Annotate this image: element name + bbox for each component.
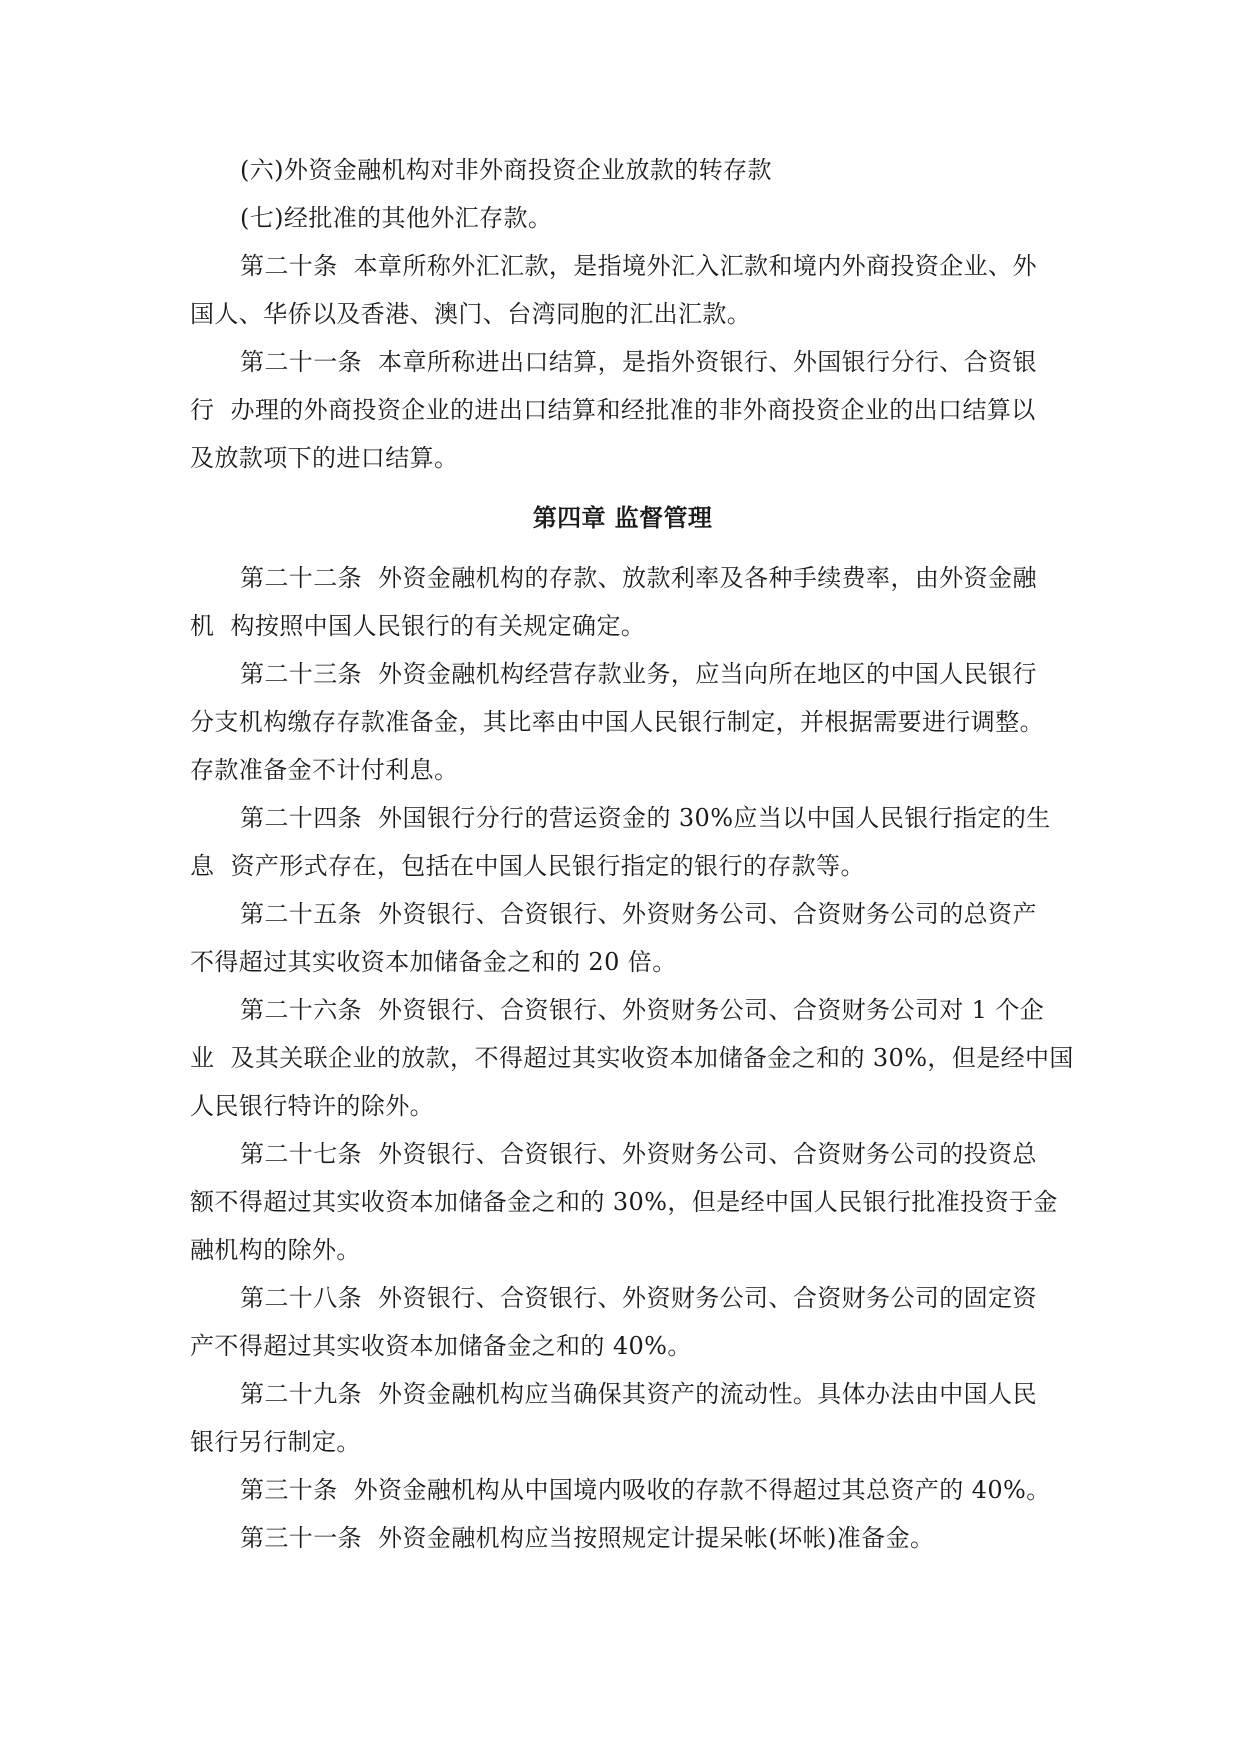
- chapter-heading: 第四章 监督管理: [532, 504, 713, 532]
- paragraph-continuation-line: 产不得超过其实收资本加储备金之和的 40%。: [190, 1332, 692, 1360]
- paragraph-first-line: 第二十四条 外国银行分行的营运资金的 30%应当以中国人民银行指定的生: [240, 804, 1051, 832]
- paragraph-first-line: 第二十八条 外资银行、合资银行、外资财务公司、合资财务公司的固定资: [240, 1284, 1037, 1312]
- paragraph-continuation-line: 及放款项下的进口结算。: [190, 444, 459, 472]
- document-body: [190, 146, 1074, 1562]
- paragraph-first-line: 第二十七条 外资银行、合资银行、外资财务公司、合资财务公司的投资总: [240, 1140, 1037, 1168]
- paragraph-first-line: 第二十条 本章所称外汇汇款，是指境外汇入汇款和境内外商投资企业、外: [240, 252, 1037, 280]
- paragraph-first-line: (七)经批准的其他外汇存款。: [240, 204, 553, 232]
- paragraph-continuation-line: 业 及其关联企业的放款，不得超过其实收资本加储备金之和的 30%，但是经中国: [190, 1044, 1074, 1072]
- chapter-three-tail: [190, 146, 1055, 482]
- paragraph-first-line: 第二十一条 本章所称进出口结算，是指外资银行、外国银行分行、合资银: [240, 348, 1037, 376]
- paragraph-first-line: 第三十条 外资金融机构从中国境内吸收的存款不得超过其总资产的 40%。: [240, 1476, 1051, 1504]
- paragraph-first-line: 第二十六条 外资银行、合资银行、外资财务公司、合资财务公司对 1 个企: [240, 996, 1045, 1024]
- paragraph-continuation-line: 存款准备金不计付利息。: [190, 756, 459, 784]
- paragraph-continuation-line: 行 办理的外商投资企业的进出口结算和经批准的非外商投资企业的出口结算以: [190, 396, 1036, 424]
- paragraph-continuation-line: 额不得超过其实收资本加储备金之和的 30%，但是经中国人民银行批准投资于金: [190, 1188, 1058, 1216]
- paragraph-first-line: 第三十一条 外资金融机构应当按照规定计提呆帐(坏帐)准备金。: [240, 1524, 935, 1552]
- paragraph-first-line: 第二十五条 外资银行、合资银行、外资财务公司、合资财务公司的总资产: [240, 900, 1037, 928]
- paragraph-continuation-line: 银行另行制定。: [190, 1428, 361, 1456]
- paragraph-continuation-line: 机 构按照中国人民银行的有关规定确定。: [190, 612, 646, 640]
- paragraph-continuation-line: 国人、华侨以及香港、澳门、台湾同胞的汇出汇款。: [190, 300, 752, 328]
- paragraph-first-line: 第二十二条 外资金融机构的存款、放款利率及各种手续费率，由外资金融: [240, 564, 1037, 592]
- chapter-four-body: [190, 554, 1074, 1562]
- paragraph-continuation-line: 分支机构缴存存款准备金，其比率由中国人民银行制定，并根据需要进行调整。: [190, 708, 1044, 736]
- paragraph-first-line: 第二十九条 外资金融机构应当确保其资产的流动性。具体办法由中国人民: [240, 1380, 1037, 1408]
- paragraph-first-line: (六)外资金融机构对非外商投资企业放款的转存款: [240, 156, 772, 184]
- paragraph-continuation-line: 人民银行特许的除外。: [190, 1092, 434, 1120]
- paragraph-continuation-line: 息 资产形式存在，包括在中国人民银行指定的银行的存款等。: [190, 852, 865, 880]
- paragraph-first-line: 第二十三条 外资金融机构经营存款业务，应当向所在地区的中国人民银行: [240, 660, 1037, 688]
- paragraph-continuation-line: 融机构的除外。: [190, 1236, 361, 1264]
- paragraph-continuation-line: 不得超过其实收资本加储备金之和的 20 倍。: [190, 948, 677, 976]
